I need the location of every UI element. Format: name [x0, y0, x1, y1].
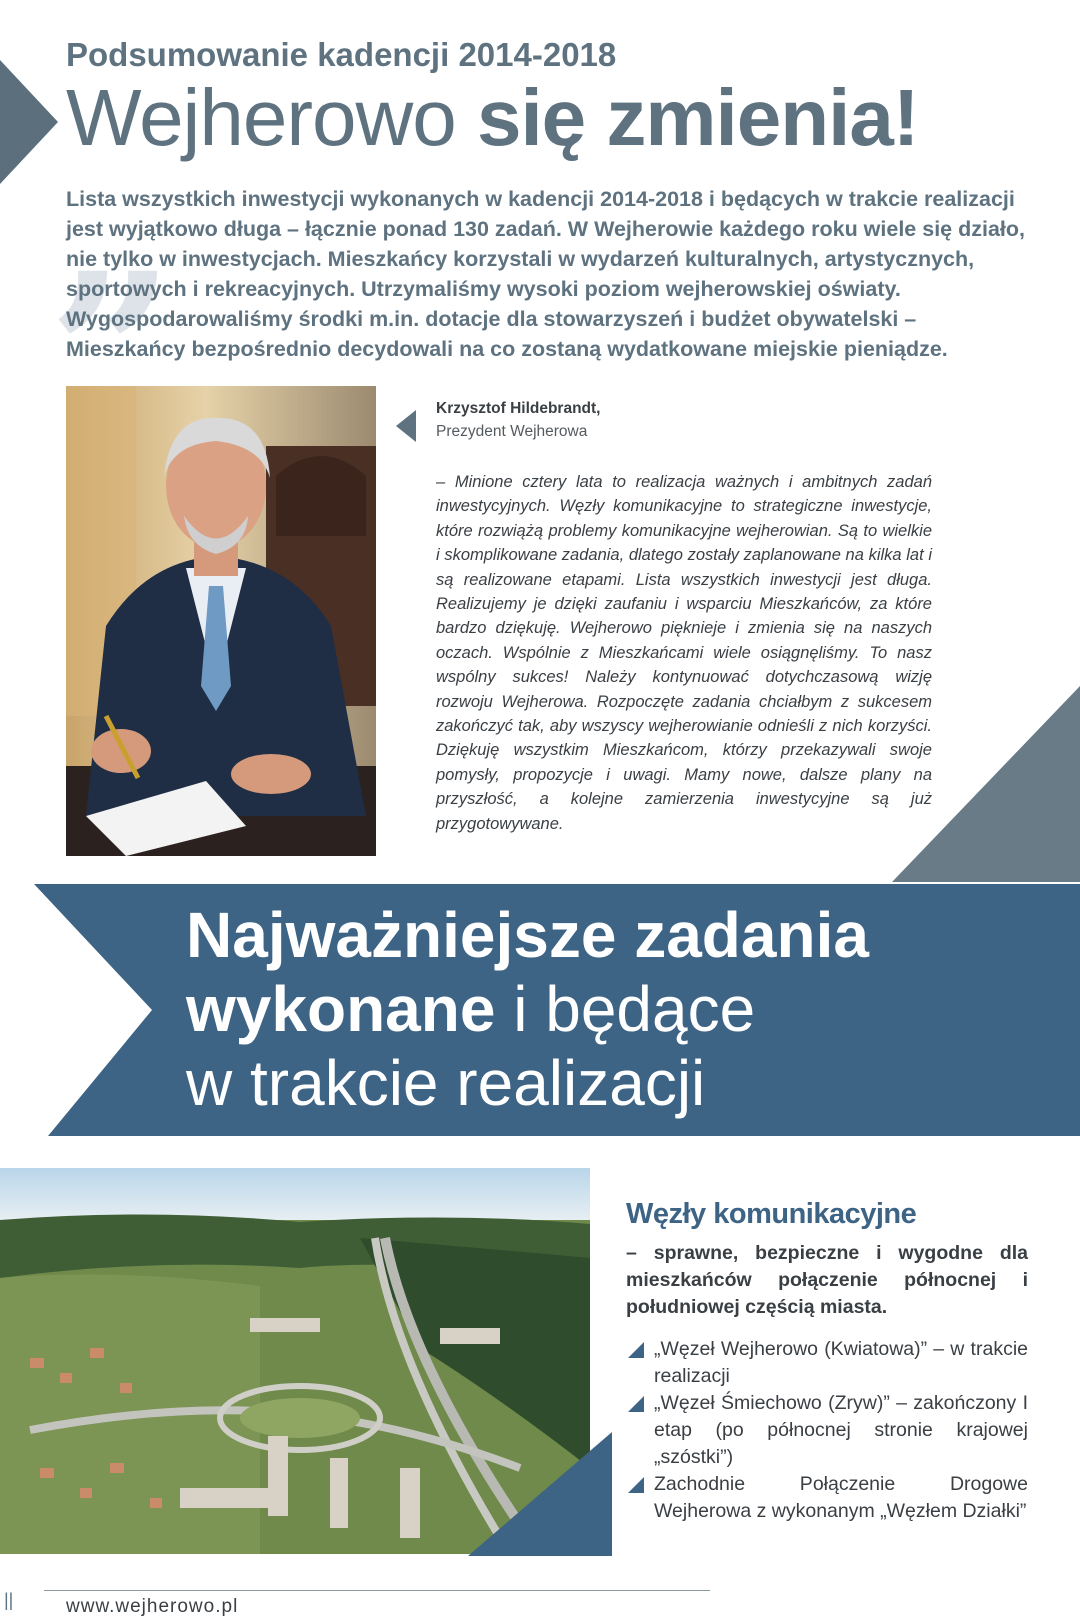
title-light: Wejherowo	[66, 73, 456, 162]
footer-divider	[44, 1590, 710, 1591]
page-kicker: Podsumowanie kadencji 2014-2018	[66, 36, 617, 73]
list-item: Zachodnie Połączenie Drogowe Wejherowa z wykonanym „Węzłem Działki”	[626, 1471, 1028, 1525]
aerial-corner-triangle	[468, 1432, 612, 1556]
quote-mark-icon: „	[52, 98, 179, 357]
page-title	[66, 72, 918, 164]
banner-line-2-bold: wykonane	[186, 973, 496, 1045]
banner-line-2	[186, 972, 869, 1046]
title-bold: się zmienia!	[476, 73, 919, 162]
speaker-arrow-icon	[396, 410, 416, 442]
triangle-bullet-icon	[628, 1342, 644, 1358]
section-bullet-list	[626, 1336, 1028, 1525]
decorative-triangle	[892, 686, 1080, 882]
banner-line-3: w trakcie realizacji	[186, 1047, 706, 1119]
speaker-statement: – Minione cztery lata to realizacja ważnych i ambitnych zadań inwestycyjnych. Węzły komunikacyjne to strategiczne inwestycje, które rozwiążą problemy komunikacyjne wejherowian. Są to wielkie i skomplikowane zadania, dlatego zostały zaplanowane na kilka lat i są realizowane etapami. Lista wszystkich inwestycji jest długa. Realizujemy je dzięki zaufaniu i wsparciu Mieszkańców, za które bardzo dziękuję. Wejherowo pięknieje i zmienia się na naszych oczach. Wspólnie z Mieszkańcami wiele osiągnęliśmy. To nasz wspólny sukces! Należy kontynuować dotychczasową wizję rozwoju Wejherowa. Rozpoczęte zadania chciałbym z sukcesem zakończyć tak, aby wszyscy wejherowianie odnieśli z nich korzyści. Dziękuję wszystkim Mieszkańcom, którzy przekazywali swoje pomysły, propozycje i uwagi. Mamy nowe, dalsze plany na przyszłość, a kolejne zamierzenia inwestycyjne są już przygotowywane.	[436, 473, 932, 833]
triangle-bullet-icon	[628, 1477, 644, 1493]
mayor-portrait-photo	[66, 386, 376, 856]
list-item: „Węzeł Śmiechowo (Zryw)” – zakończony I etap (po północnej stronie krajowej „szóstki”)	[626, 1390, 1028, 1471]
banner-line-1: Najważniejsze zadania	[186, 899, 869, 971]
banner-heading	[186, 898, 869, 1120]
speaker-role: Prezydent Wejherowa	[436, 423, 588, 440]
header-arrow-decoration	[0, 60, 58, 184]
footer-url-link[interactable]: www.wejherowo.pl	[66, 1596, 239, 1617]
lead-paragraph: Lista wszystkich inwestycji wykonanych w kadencji 2014-2018 i będących w trakcie realizacji jest wyjątkowo długa – łącznie ponad 130 zadań. W Wejherowie każdego roku wiele się działo, nie tylko w inwestycjach. Mieszkańcy korzystali w wydarzeń kulturalnych, artystycznych, sportowych i rekreacyjnych. Utrzymaliśmy wysoki poziom wejherowskiej oświaty. Wygospodarowaliśmy środki m.in. dotacje dla stowarzyszeń i budżet obywatelski – Mieszkańcy bezpośrednio decydowali na co zostaną wydatkowane miejskie pieniądze.	[66, 187, 1025, 361]
banner-line-2-light: i będące	[495, 973, 756, 1045]
section-title: Węzły komunikacyjne	[626, 1198, 917, 1230]
list-item: „Węzeł Wejherowo (Kwiatowa)” – w trakcie realizacji	[626, 1336, 1028, 1390]
speaker-name: Krzysztof Hildebrandt,	[436, 400, 601, 417]
triangle-bullet-icon	[628, 1396, 644, 1412]
page-number: ||	[4, 1590, 14, 1610]
portrait-illustration	[66, 386, 376, 856]
section-description: – sprawne, bezpieczne i wygodne dla mieszkańców połączenie północnej i południowej częścią miasta.	[626, 1242, 1028, 1318]
